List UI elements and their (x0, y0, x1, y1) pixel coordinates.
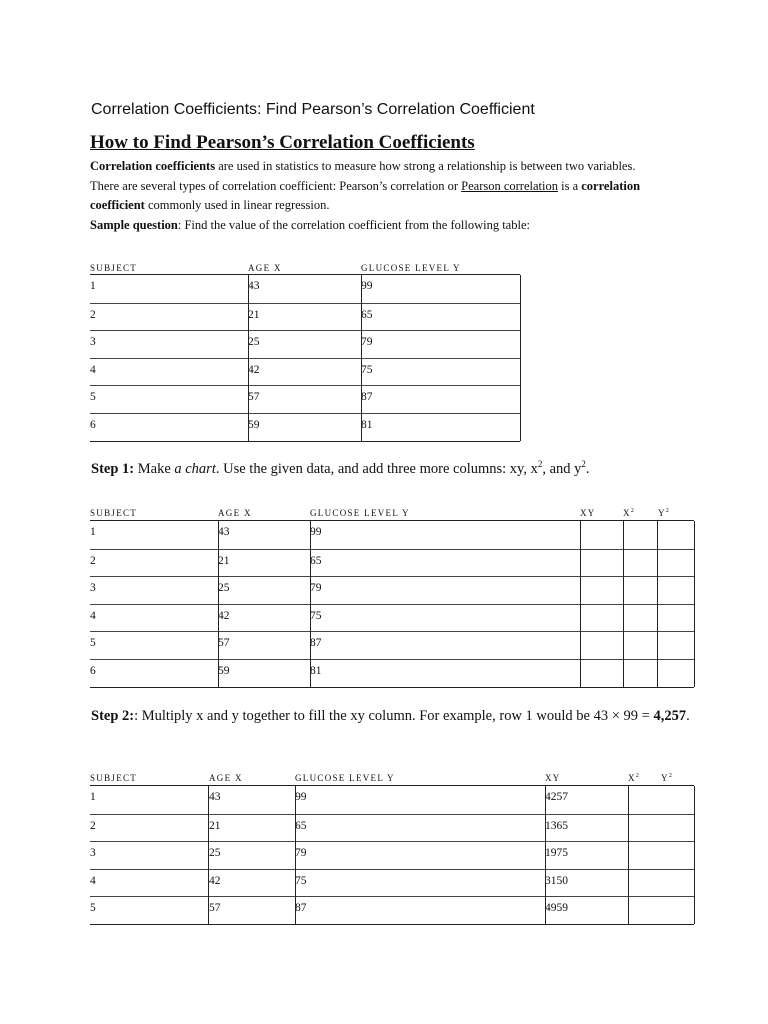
column-header-label: SUBJECT (90, 263, 138, 273)
table-row (90, 814, 694, 843)
table-cell: 1975 (545, 847, 568, 859)
table-row (90, 303, 520, 332)
table-cell: 2 (90, 309, 96, 321)
column-header (310, 508, 410, 518)
step-1-label: Step 1: (91, 461, 135, 477)
column-divider (208, 786, 209, 924)
intro-text: are used in statistics to measure how strong a relationship is between two variables. There are several types of correlation coefficient: Pearson’s correlation or (90, 159, 636, 193)
table-row (90, 786, 694, 814)
table-cell: 99 (361, 280, 373, 292)
column-header (623, 508, 634, 518)
step-1-text: . Use the given data, and add three more columns: xy, x (215, 461, 538, 477)
table-body (90, 520, 694, 688)
column-divider (580, 521, 581, 687)
table-cell: 1 (90, 791, 96, 803)
column-header-label: SUBJECT (90, 508, 138, 518)
superscript: 2 (537, 459, 543, 470)
step-2-text: . (686, 708, 690, 724)
table-row (90, 413, 520, 442)
table-cell: 65 (310, 555, 322, 567)
table-cell: 3 (90, 336, 96, 348)
table-row (90, 275, 520, 303)
column-header (90, 263, 137, 273)
table-cell: 81 (361, 419, 373, 431)
column-header-label: XY (545, 773, 561, 783)
table-cell: 87 (295, 902, 307, 914)
table-cell: 3 (90, 582, 96, 594)
table-row (90, 521, 694, 549)
section-heading: How to Find Pearson’s Correlation Coefficients (90, 132, 475, 153)
table-row (90, 631, 694, 660)
column-header (248, 263, 282, 273)
table-cell: 3150 (545, 875, 568, 887)
example-result: 4,257 (653, 708, 687, 724)
table-cell: 4 (90, 875, 96, 887)
column-header-label: GLUCOSE LEVEL Y (361, 263, 461, 273)
step-2-text: : Multiply x and y together to fill the xy column. For example, row 1 would be 43 × 99 = (134, 708, 654, 724)
column-header (628, 773, 639, 783)
table-cell: 65 (361, 309, 373, 321)
table-cell: 75 (310, 610, 322, 622)
step-1-text: , and y (542, 461, 582, 477)
step-1-text: Make (134, 461, 175, 477)
column-header-label: Y (661, 773, 669, 783)
intro-definition (90, 157, 660, 216)
column-header (545, 773, 561, 783)
column-header-label: Y (658, 508, 666, 518)
column-header-label: AGE X (209, 773, 243, 783)
table-cell: 25 (209, 847, 221, 859)
column-header-superscript: 2 (635, 773, 639, 779)
column-header (658, 508, 669, 518)
table-cell: 79 (295, 847, 307, 859)
table-row (90, 659, 694, 688)
table-cell: 6 (90, 419, 96, 431)
term-correlation-coefficients: Correlation coefficients (90, 159, 216, 173)
table-row (90, 358, 520, 387)
column-header-label: SUBJECT (90, 773, 138, 783)
step-2-label: Step 2: (91, 708, 135, 724)
table-cell: 4 (90, 610, 96, 622)
sample-question-label: Sample question (90, 217, 178, 232)
step-1 (91, 460, 691, 479)
column-header-superscript: 2 (630, 508, 634, 514)
table-cell: 87 (361, 391, 373, 403)
column-header-label: AGE X (218, 508, 252, 518)
table-row (90, 896, 694, 925)
column-header-label: GLUCOSE LEVEL Y (295, 773, 395, 783)
table-cell: 4257 (545, 791, 568, 803)
table-cell: 65 (295, 820, 307, 832)
chart-emphasis: a chart (174, 461, 216, 477)
table-cell: 75 (361, 364, 373, 376)
table-cell: 21 (248, 309, 260, 321)
column-divider (310, 521, 311, 687)
column-header (218, 508, 252, 518)
table-cell: 1 (90, 280, 96, 292)
column-divider (545, 786, 546, 924)
table-cell: 99 (295, 791, 307, 803)
column-divider (218, 521, 219, 687)
column-header-label: AGE X (248, 263, 282, 273)
column-header-label: X (623, 508, 631, 518)
sample-question-text: : Find the value of the correlation coefficient from the following table: (177, 217, 530, 232)
table-cell: 79 (310, 582, 322, 594)
table-cell: 4959 (545, 902, 568, 914)
table-row (90, 604, 694, 633)
table-cell: 42 (248, 364, 260, 376)
table-row (90, 385, 520, 414)
column-header-label: XY (580, 508, 596, 518)
table-cell: 57 (218, 637, 230, 649)
column-header (295, 773, 395, 783)
table-cell: 43 (218, 526, 230, 538)
table-body (90, 274, 520, 442)
sample-question (90, 216, 660, 236)
column-divider (361, 275, 362, 441)
table-cell: 1 (90, 526, 96, 538)
table-cell: 87 (310, 637, 322, 649)
column-header (580, 508, 596, 518)
column-header-label: GLUCOSE LEVEL Y (310, 508, 410, 518)
intro-paragraph (90, 157, 660, 235)
table-cell: 43 (209, 791, 221, 803)
table-cell: 75 (295, 875, 307, 887)
table-cell: 42 (218, 610, 230, 622)
term-correlation-coefficient: correlation coefficient (90, 178, 641, 212)
step-1-text: . (585, 461, 590, 477)
column-divider (520, 275, 521, 441)
table-cell: 4 (90, 364, 96, 376)
table-row (90, 869, 694, 898)
column-header (361, 263, 461, 273)
table-cell: 1365 (545, 820, 568, 832)
table-cell: 81 (310, 665, 322, 677)
table-cell: 99 (310, 526, 322, 538)
column-divider (623, 521, 624, 687)
intro-text: is a (557, 178, 582, 193)
column-header (90, 508, 137, 518)
table-cell: 3 (90, 847, 96, 859)
column-header-superscript: 2 (665, 508, 669, 514)
intro-text: commonly used in linear regression. (144, 198, 330, 212)
column-header-label: X (628, 773, 636, 783)
table-cell: 5 (90, 637, 96, 649)
column-header (90, 773, 137, 783)
table-cell: 59 (218, 665, 230, 677)
table-cell: 25 (248, 336, 260, 348)
table-cell: 5 (90, 902, 96, 914)
table-cell: 43 (248, 280, 260, 292)
table-cell: 79 (361, 336, 373, 348)
table-cell: 57 (209, 902, 221, 914)
column-divider (657, 521, 658, 687)
step-2 (91, 707, 691, 726)
table-cell: 42 (209, 875, 221, 887)
column-header (661, 773, 672, 783)
pearson-correlation-link[interactable]: Pearson correlation (461, 178, 558, 193)
column-divider (694, 521, 695, 687)
table-cell: 21 (218, 555, 230, 567)
table-cell: 59 (248, 419, 260, 431)
document-title: Correlation Coefficients: Find Pearson’s Correlation Coefficient (91, 101, 535, 118)
table-row (90, 841, 694, 870)
superscript: 2 (581, 459, 586, 470)
column-divider (295, 786, 296, 924)
column-divider (694, 786, 695, 924)
table-row (90, 576, 694, 605)
table-body (90, 785, 694, 925)
column-divider (248, 275, 249, 441)
table-cell: 2 (90, 820, 96, 832)
table-cell: 21 (209, 820, 221, 832)
table-cell: 6 (90, 665, 96, 677)
table-cell: 57 (248, 391, 260, 403)
table-cell: 2 (90, 555, 96, 567)
table-row (90, 330, 520, 359)
table-cell: 5 (90, 391, 96, 403)
table-row (90, 549, 694, 578)
column-header (209, 773, 243, 783)
table-cell: 25 (218, 582, 230, 594)
column-header-superscript: 2 (668, 773, 672, 779)
column-divider (628, 786, 629, 924)
